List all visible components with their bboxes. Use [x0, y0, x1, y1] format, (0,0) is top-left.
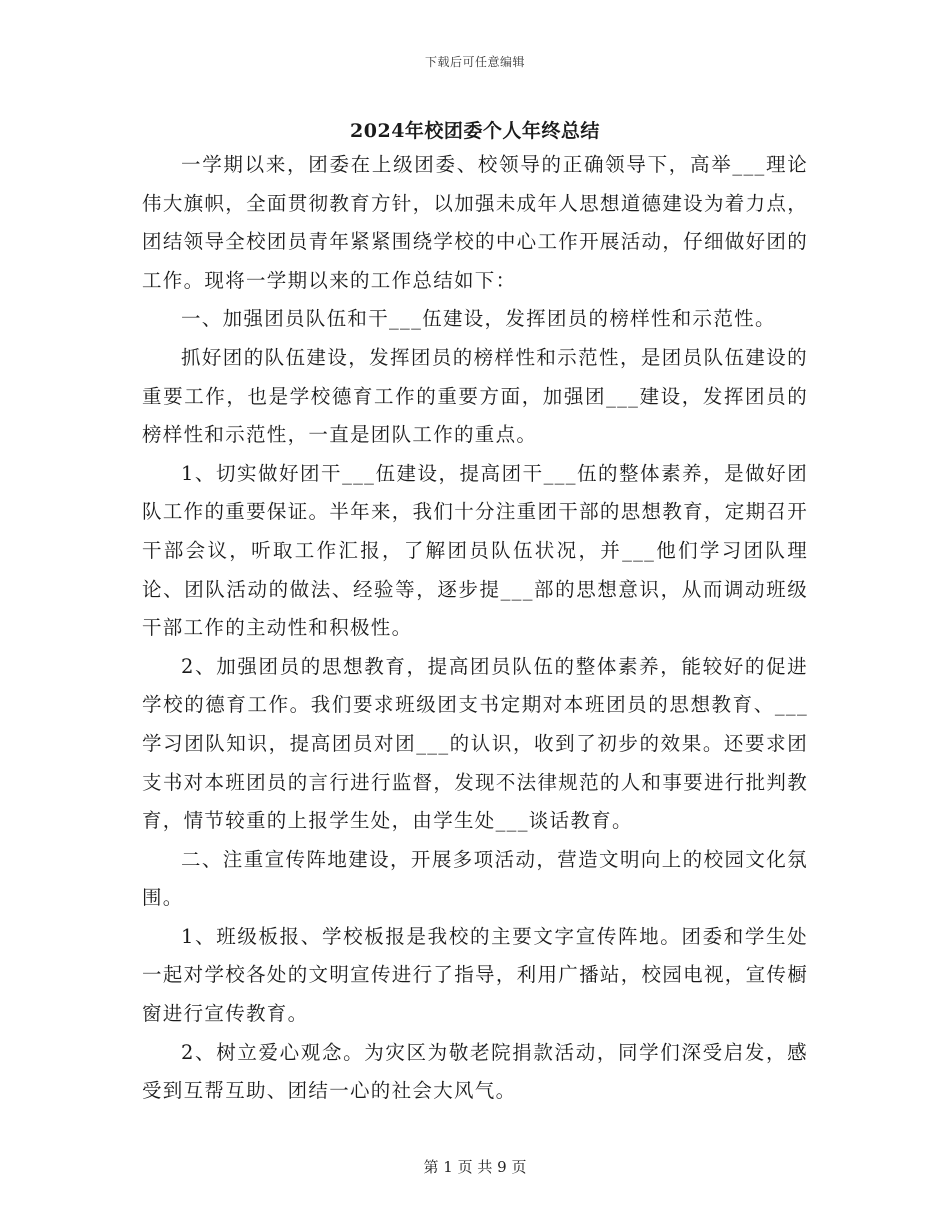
- document-title: 2024年校团委个人年终总结: [350, 120, 600, 142]
- section-heading: 二、注重宣传阵地建设，开展多项活动，营造文明向上的校园文化氛围。: [142, 847, 808, 910]
- paragraph: 2、树立爱心观念。为灾区为敬老院捐款活动，同学们深受启发，感受到互帮互助、团结一心的社会大风气。: [142, 1040, 808, 1103]
- paragraph: 1、切实做好团干___伍建设，提高团干___伍的整体素养，是做好团队工作的重要保证。半年来，我们十分注重团干部的思想教育，定期召开干部会议，听取工作汇报，了解团员队伍状况，并___他们学习团队理论、团队活动的做法、经验等，逐步提___部的思想意识，从而调动班级干部工作的主动性和积极性。: [142, 461, 808, 640]
- paragraph: 1、班级板报、学校板报是我校的主要文字宣传阵地。团委和学生处一起对学校各处的文明宣传进行了指导，利用广播站，校园电视，宣传橱窗进行宣传教育。: [142, 924, 808, 1026]
- page-header-note: 下载后可任意编辑: [424, 55, 525, 69]
- paragraph: 一学期以来，团委在上级团委、校领导的正确领导下，高举___理论伟大旗帜，全面贯彻教育方针，以加强未成年人思想道德建设为着力点，团结领导全校团员青年紧紧围绕学校的中心工作开展活动，仔细做好团的工作。现将一学期以来的工作总结如下：: [142, 153, 808, 292]
- section-heading: 一、加强团员队伍和干___伍建设，发挥团员的榜样性和示范性。: [181, 307, 776, 331]
- page-number: 第 1 页 共 9 页: [423, 1158, 527, 1176]
- paragraph: 2、加强团员的思想教育，提高团员队伍的整体素养，能较好的促进学校的德育工作。我们要求班级团支书定期对本班团员的思想教育、___学习团队知识，提高团员对团___的认识，收到了初步的效果。还要求团支书对本班团员的言行进行监督，发现不法律规范的人和事要进行批判教育，情节较重的上报学生处，由学生处___谈话教育。: [142, 654, 808, 833]
- document-body: [142, 146, 808, 1111]
- paragraph: 抓好团的队伍建设，发挥团员的榜样性和示范性，是团员队伍建设的重要工作，也是学校德育工作的重要方面，加强团___建设，发挥团员的榜样性和示范性，一直是团队工作的重点。: [142, 345, 808, 447]
